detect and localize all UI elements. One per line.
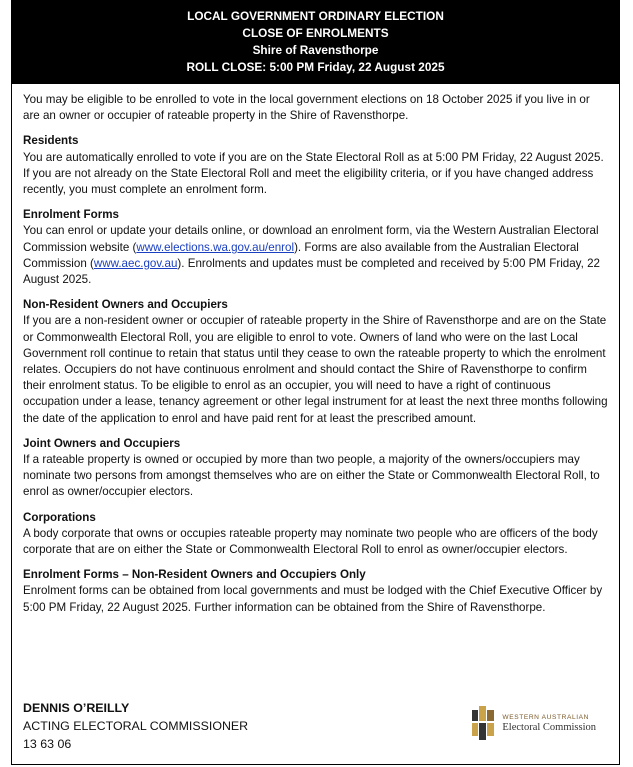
- contact-phone: 13 63 06: [23, 737, 72, 751]
- logo-line-1: WESTERN AUSTRALIAN: [502, 713, 590, 721]
- waec-logo: [472, 703, 596, 743]
- banner-subtitle: CLOSE OF ENROLMENTS: [242, 26, 389, 40]
- corporations-body: A body corporate that owns or occupies rateable property may nominate two people who are officers of the body corporate that are on either the State or Commonwealth Electoral Roll to enrol as owner/occupier electors.: [23, 526, 598, 557]
- aec-link[interactable]: www.aec.gov.au: [93, 256, 178, 270]
- enrolment-forms-section: [23, 207, 608, 288]
- notice-banner: [12, 1, 619, 84]
- forms-non-resident-body: Enrolment forms can be obtained from local governments and must be lodged with the Chief Executive Officer by 5:00 PM Friday, 22 August 2025. Further information can be obtained from the Shire of Ravensthorpe.: [23, 584, 603, 614]
- forms-non-resident-section: [23, 567, 608, 616]
- enrolment-forms-body: [23, 223, 608, 288]
- residents-body: You are automatically enrolled to vote if you are on the State Electoral Roll as at 5:00 PM Friday, 22 August 2025. If you are not already on the State Electoral Roll and meet the eligibility criteria, or if you have changed address recently, you must complete an enrolment form.: [23, 150, 604, 197]
- forms-non-resident-heading: Enrolment Forms – Non-Resident Owners and Occupiers Only: [23, 568, 366, 582]
- corporations-heading: Corporations: [23, 510, 96, 524]
- signatory-title: ACTING ELECTORAL COMMISSIONER: [23, 719, 249, 733]
- waec-logo-text: [502, 713, 596, 734]
- waec-logo-icon: [472, 706, 494, 740]
- waec-enrol-link[interactable]: www.elections.wa.gov.au/enrol: [136, 240, 295, 254]
- enrolment-forms-heading: Enrolment Forms: [23, 208, 119, 222]
- joint-owners-heading: Joint Owners and Occupiers: [23, 436, 181, 450]
- non-resident-body: If you are a non-resident owner or occupier of rateable property in the Shire of Ravensthorpe and are on the State or Commonwealth Electoral Roll, you are eligible to enrol to vote. Owners of land who were on the last Local Government roll continue to retain that status until they cease to own the rateable property to which the enrolment relates. Occupiers do not have continuous enrolment and should contact the Shire of Ravensthorpe to confirm their enrolment status. To be eligible to enrol as an occupier, you will need to have a right of continuous occupation under a lease, tenancy agreement or other legal instrument for at least the next three months following the date of the application to enrol and have paid rent for at least the prescribed amount.: [23, 314, 608, 425]
- banner-shire: Shire of Ravensthorpe: [252, 43, 379, 57]
- non-resident-heading: Non-Resident Owners and Occupiers: [23, 298, 228, 312]
- enrolment-forms-text-1: You can enrol or update your details online, or download an enrolment form, via the Western Australian Electoral Commission website (: [23, 224, 599, 254]
- notice-content: [12, 84, 619, 616]
- corporations-section: [23, 510, 608, 559]
- enrolment-forms-text-3: ). Enrolments and updates must be completed and received by 5:00 PM Friday, 22 August 2025.: [23, 256, 600, 287]
- signatory-name: DENNIS O’REILLY: [23, 701, 130, 715]
- election-notice: [11, 0, 620, 765]
- logo-line-2: Electoral Commission: [502, 721, 596, 733]
- non-resident-section: [23, 297, 608, 427]
- residents-heading: Residents: [23, 134, 79, 148]
- banner-roll-close: ROLL CLOSE: 5:00 PM Friday, 22 August 2025: [186, 60, 445, 74]
- intro-paragraph: You may be eligible to be enrolled to vote in the local government elections on 18 October 2025 if you live in or are an owner or occupier of rateable property in the Shire of Ravensthorpe.: [23, 93, 590, 123]
- joint-owners-section: [23, 436, 608, 501]
- banner-title: LOCAL GOVERNMENT ORDINARY ELECTION: [187, 9, 444, 23]
- joint-owners-body: If a rateable property is owned or occupied by more than two people, a majority of the owners/occupiers may nominate two persons from amongst themselves who are on either the State or Commonwealth Electoral Roll, to enrol as owner/occupier electors.: [23, 453, 600, 499]
- enrolment-forms-text-2: ). Forms are also available from the Australian Electoral Commission (: [23, 240, 579, 270]
- notice-footer: [23, 689, 608, 759]
- residents-section: [23, 133, 608, 198]
